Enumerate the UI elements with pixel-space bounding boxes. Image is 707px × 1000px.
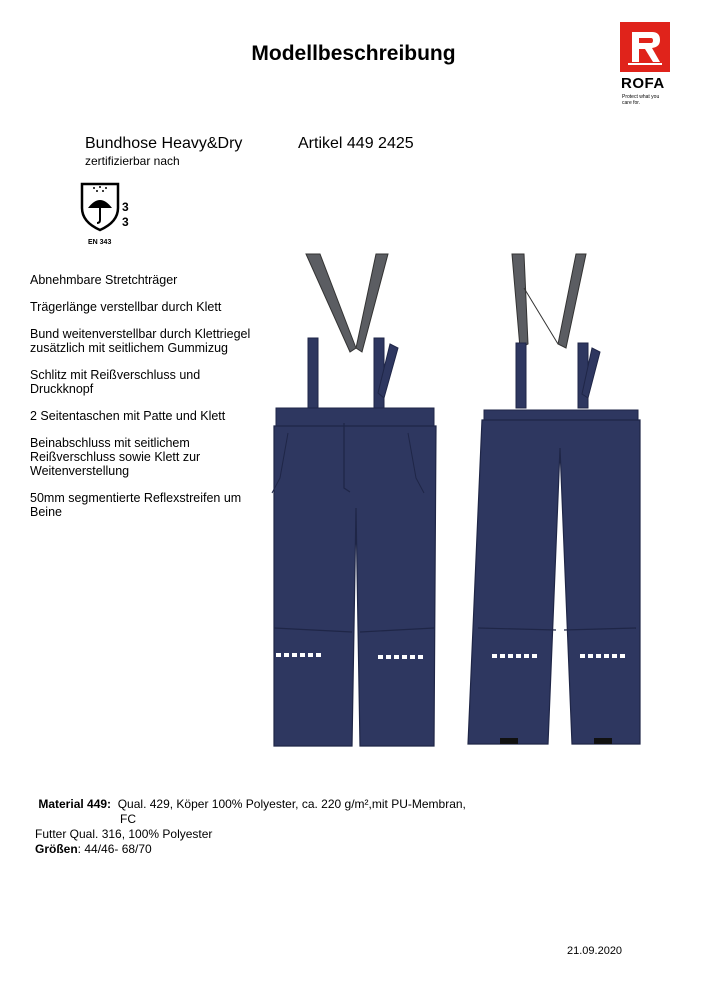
feature-item: Trägerlänge verstellbar durch Klett (30, 300, 222, 314)
feature-item: Bund weitenverstellbar durch Klettriegel zusätzlich mit seitlichem Gummizug (30, 327, 251, 355)
rofa-logo-mark (620, 22, 670, 72)
en343-badge (78, 178, 144, 246)
back-view-drawing (468, 254, 640, 744)
sizes-label: Größen (35, 842, 78, 856)
badge-value-1: 3 (122, 200, 129, 214)
material-info (35, 797, 466, 857)
badge-standard: EN 343 (88, 239, 112, 246)
page-title: Modellbeschreibung (251, 42, 456, 65)
rofa-logo-name: ROFA (621, 75, 665, 92)
feature-item: Beinabschluss mit seitlichem Reißverschluss sowie Klett zur Weitenverstellung (30, 436, 201, 478)
rofa-logo (620, 22, 680, 106)
feature-item: Abnehmbare Stretchträger (30, 273, 178, 287)
certification-note: zertifizierbar nach (85, 154, 180, 168)
material-line-2: Futter Qual. 316, 100% Polyester (35, 827, 213, 841)
sizes-value: : 44/46- 68/70 (77, 842, 152, 856)
article-number: Artikel 449 2425 (298, 135, 414, 152)
badge-value-2: 3 (122, 215, 129, 229)
material-line-1: Material 449: Qual. 429, Köper 100% Polyester, ca. 220 g/m²,mit PU-Membran, (38, 797, 466, 811)
feature-item: Schlitz mit Reißverschluss und Druckknopf (30, 368, 201, 396)
document-date: 21.09.2020 (567, 945, 623, 957)
rofa-logo-tagline: Protect what you care for. (622, 94, 660, 106)
material-label: Material 449: (38, 797, 112, 811)
sizes-line (35, 842, 466, 857)
feature-item: 2 Seitentaschen mit Patte und Klett (30, 409, 226, 423)
material-line-1b: FC (120, 812, 136, 826)
umbrella-shield-icon (78, 178, 144, 246)
feature-item: 50mm segmentierte Reflexstreifen um Beine (30, 491, 242, 519)
product-drawings (258, 248, 642, 748)
front-view-drawing (272, 254, 436, 746)
feature-list (30, 273, 260, 532)
product-name: Bundhose Heavy&Dry (85, 135, 243, 152)
